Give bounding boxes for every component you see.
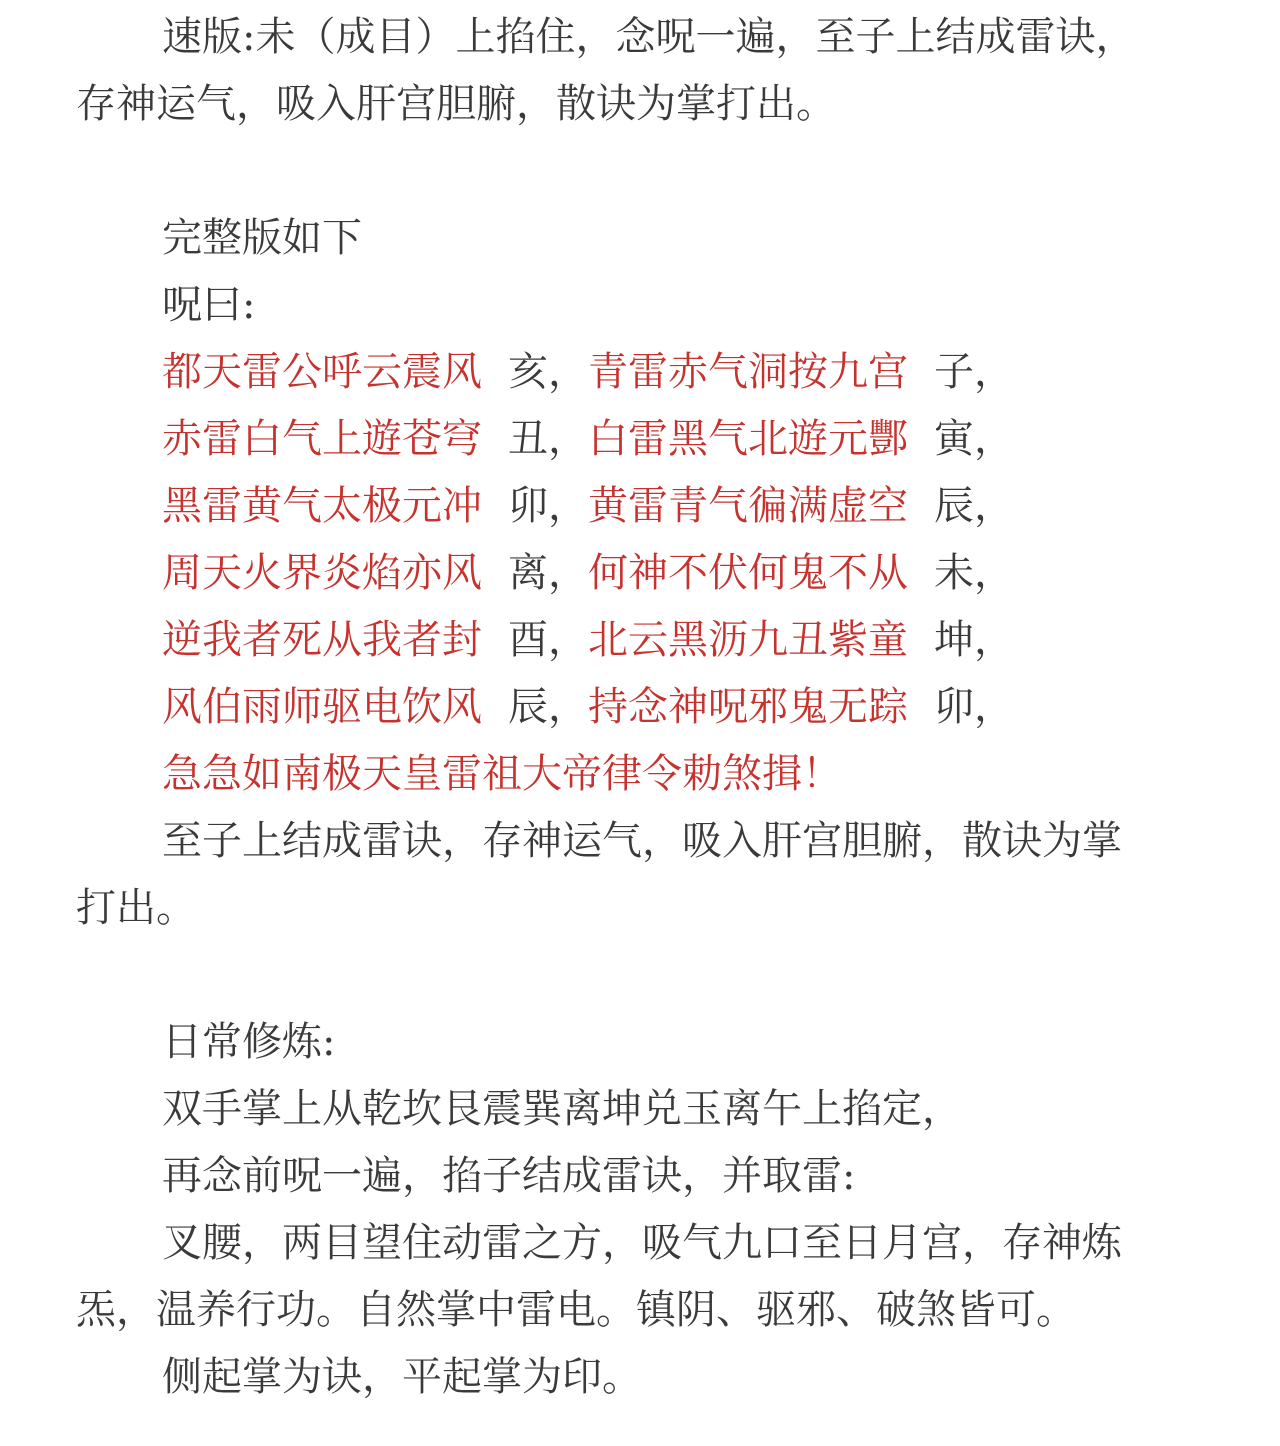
verse-second-branch-mark: 寅， <box>934 416 1014 462</box>
document-body <box>76 4 1216 1411</box>
verse-first-half: 周天火界炎焰亦风 <box>162 550 482 596</box>
verse-second-half: 黄雷青气徧满虚空 <box>588 483 908 529</box>
spell-verse-row <box>76 540 1216 607</box>
spell-verse-row <box>76 607 1216 674</box>
daily-line-5: 侧起掌为诀，平起掌为印。 <box>162 1354 642 1400</box>
verse-first-branch-mark: 丑， <box>508 416 588 462</box>
spell-verse-row <box>76 406 1216 473</box>
daily-practice-heading: 日常修炼: <box>162 1019 336 1065</box>
quick-version-line-1: 速版:未（成目）上掐住，念呪一遍，至子上结成雷诀， <box>162 14 1136 60</box>
verse-first-branch-mark: 酉， <box>508 617 588 663</box>
verse-first-half: 赤雷白气上遊苍穹 <box>162 416 482 462</box>
verse-second-branch-mark: 辰， <box>934 483 1014 529</box>
verse-first-half: 逆我者死从我者封 <box>162 617 482 663</box>
verse-second-half: 何神不伏何鬼不从 <box>588 550 908 596</box>
verse-second-half: 白雷黑气北遊元酆 <box>588 416 908 462</box>
verse-first-half: 黑雷黄气太极元冲 <box>162 483 482 529</box>
verse-first-branch-mark: 卯， <box>508 483 588 529</box>
paragraph-gap <box>76 138 1216 205</box>
spell-verse-row <box>76 339 1216 406</box>
verse-second-branch-mark: 坤， <box>934 617 1014 663</box>
verse-second-branch-mark: 未， <box>934 550 1014 596</box>
full-after-line-2: 打出。 <box>76 885 196 931</box>
verse-first-half: 都天雷公呼云震风 <box>162 349 482 395</box>
quick-version-line-2: 存神运气，吸入肝宫胆腑，散诀为掌打出。 <box>76 81 836 127</box>
verse-second-branch-mark: 卯， <box>934 684 1014 730</box>
spell-verse-row <box>76 674 1216 741</box>
verse-second-half: 青雷赤气洞按九宫 <box>588 349 908 395</box>
daily-line-3: 叉腰，两目望住动雷之方，吸气九口至日月宫，存神炼 <box>162 1220 1122 1266</box>
daily-line-1: 双手掌上从乾坎艮震巽离坤兑玉离午上掐定， <box>162 1086 962 1132</box>
spell-label: 呪曰: <box>162 282 256 328</box>
verse-second-half: 持念神呪邪鬼无踪 <box>588 684 908 730</box>
full-after-line-1: 至子上结成雷诀，存神运气，吸入肝宫胆腑，散诀为掌 <box>162 818 1122 864</box>
verse-first-branch-mark: 亥， <box>508 349 588 395</box>
verse-first-half: 风伯雨师驱电饮风 <box>162 684 482 730</box>
daily-line-2: 再念前呪一遍，掐子结成雷诀，并取雷: <box>162 1153 856 1199</box>
full-version-heading: 完整版如下 <box>162 215 362 261</box>
spell-verse-row <box>76 473 1216 540</box>
verse-first-branch-mark: 离， <box>508 550 588 596</box>
verse-second-branch-mark: 子， <box>934 349 1014 395</box>
verse-second-half: 北云黑沥九丑紫童 <box>588 617 908 663</box>
daily-line-4: 炁，温养行功。自然掌中雷电。镇阴、驱邪、破煞皆可。 <box>76 1287 1076 1333</box>
spell-verses <box>76 339 1216 741</box>
paragraph-gap <box>76 942 1216 1009</box>
spell-closing: 急急如南极天皇雷祖大帝律令勅煞揖！ <box>162 751 842 797</box>
verse-first-branch-mark: 辰， <box>508 684 588 730</box>
